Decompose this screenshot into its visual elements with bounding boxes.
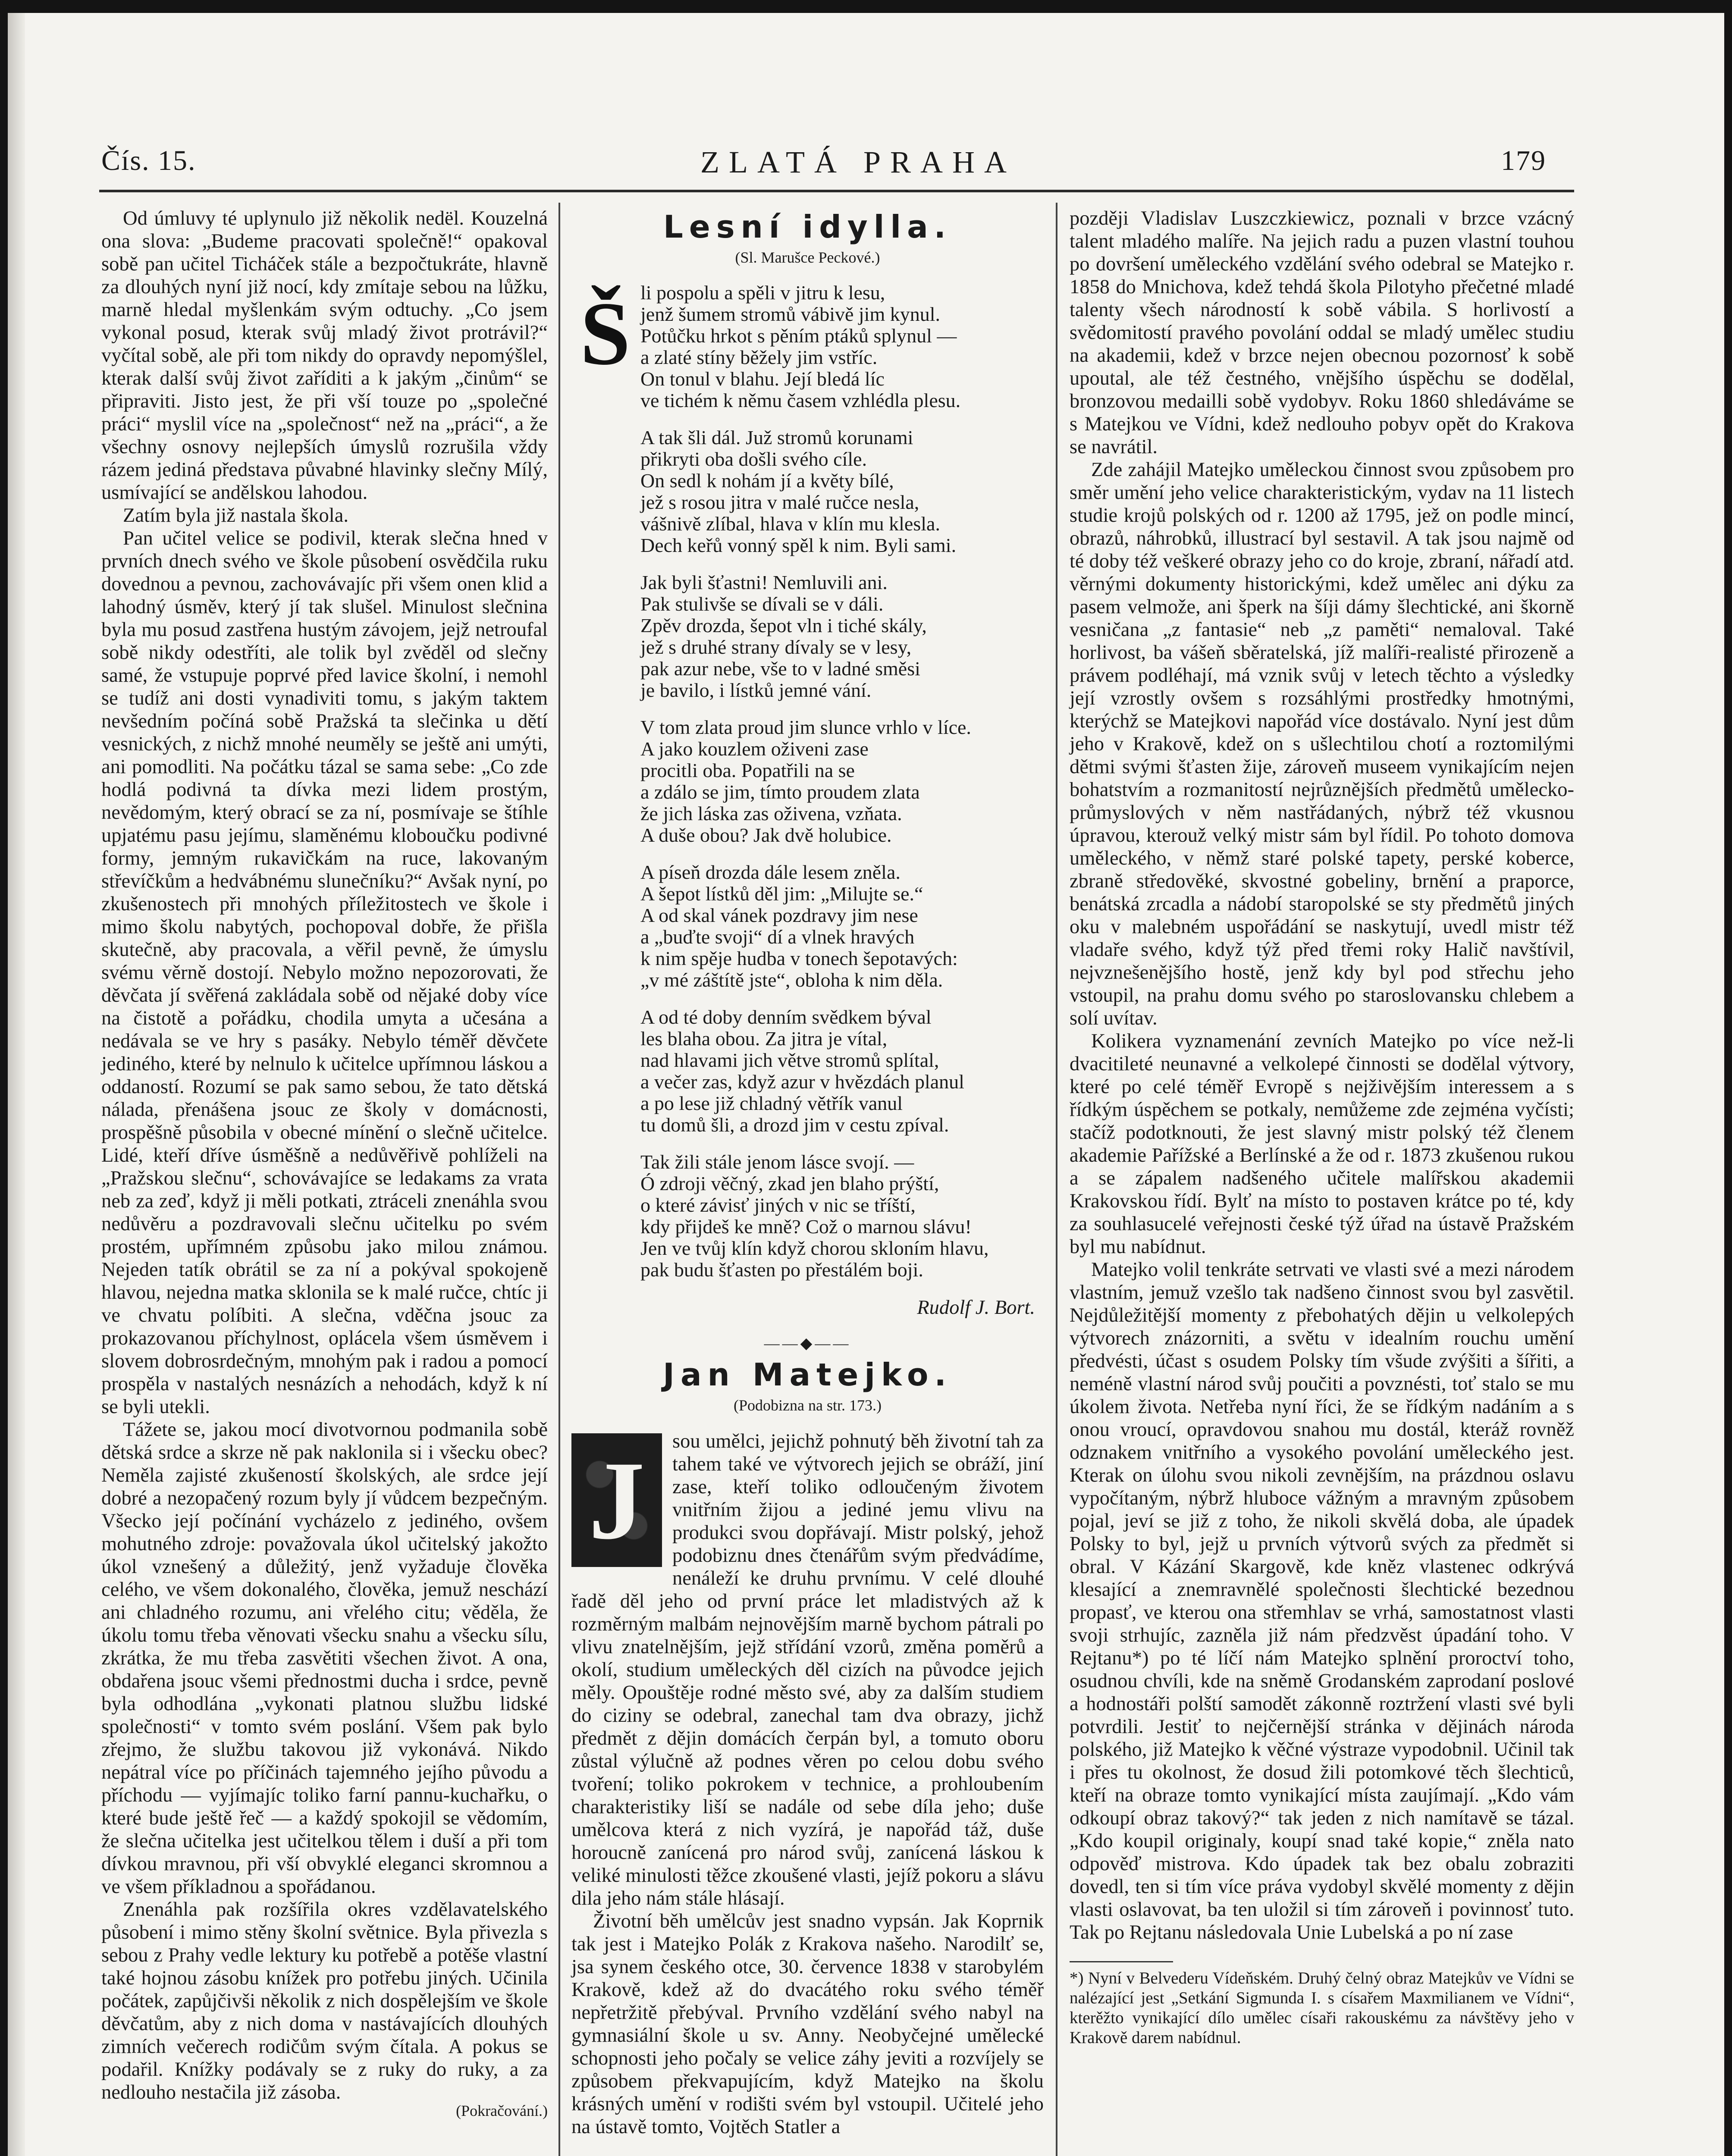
column-divider — [559, 203, 560, 2156]
poem-line: Tak žili stále jenom lásce svojí. — — [640, 1151, 914, 1173]
poem-line: A tak šli dál. Juž stromů korunami — [640, 426, 913, 448]
story-paragraph: Od úmluvy té uplynulo již několik nedël. Kouzelná ona slova: „Budeme pracovati společně!“ opakoval sobě pan učitel Ticháček stále a bezpočtukráte, hlavně za dlouhých nyní již nocí, kdy zmítaje sebou na lůžku, marně hledal myšlenkám svým odtuchy. „Co jsem vykonal posud, kterak svůj mladý život protrávil?“ vyčítal sobě, ale při tom nikdy do opravdy nepomýšlel, kterak další svůj život zaříditi a k jakým „činům“ se připraviti. Jisto jest, že při vší touze po „společné práci“ myslil více na „společnost“ než na „práci“, a že všechny osnovy nejlepších úmyslů rozrušila vždy rázem jediná představa půvabné hlavinky slečny Mílý, usmívající se andělskou lahodou. — [101, 207, 548, 504]
poem-line: Ó zdroji věčný, zkad jen blaho prýští, — [640, 1172, 939, 1194]
article-paragraph: Kolikera vyznamenání zevních Matejko po více než-li dvacitileté neunavné a velkolepé činnosti se dodělal výtvory, které po celé téměř Evropě s nejživějším interessem a s řídkým úspěchem se potkaly, nemůžeme zde zejména vyčísti; stačíž podotknouti, že jest slavný mistr polský též členem akademie Pařížské a Berlínské a že od r. 1873 zkušenou rukou a se zápalem nadšeného učitele malířskou akademii Krakovskou řídí. Bylť na místo to postaven krátce po té, kdy za souhlasucelé veřejnosti české týž úřad na ústavě Pražském byl mu nabídnut. — [1070, 1030, 1574, 1258]
poem-line: A od skal vánek pozdravy jim nese — [640, 904, 918, 926]
header-rule — [99, 190, 1574, 192]
poem-line: pak budu šťasten po přestálém boji. — [640, 1259, 923, 1281]
poem-line: je bavilo, i lístků jemné vání. — [640, 679, 872, 701]
poem-line: přikryti oba došli svého cíle. — [640, 448, 867, 470]
poem-line: o které závisť jiných v nic se tříští, — [640, 1194, 916, 1216]
article-paragraph: sou umělci, jejichž pohnutý běh životní tah za tahem také ve výtvorech jejich se obráží, jiní zase, kteří toliko odloučeným životem vnitřním žijou a jediné jemu vlivu na produkci svou dopřávají. Mistr polský, jehož podobiznu dnes čtenářům svým předvádíme, nenáleží ke druhu prvnímu. V celé dlouhé řadě děl jeho od první práce let mladistvých až k rozměrným malbám nejnovějším marně bychom pátrali po vlivu znatelnějším, jejž střídání vzorů, změna poměrů a okolí, studium uměleckých děl cizích na původce jejich měly. Opouštěje rodné město své, aby za dalším studiem do ciziny se odebral, zanechal tam dva obrazy, jichž předmět z dějin domácích čerpán byl, a tomuto oboru zůstal výlučně až podnes věren po celou dobu svého tvoření; toliko pokrokem v technice, a prohloubením charakteristiky liší se nadále od sebe díla jeho; duše umělcova která z nich vyzírá, je napořád táž, duše horoucně zanícená pro národ svůj, zanícená láskou k veliké minulosti těžce zkoušené vlasti, jejíž pokoru a slávu dila jeho nám stále hlásají. — [571, 1430, 1044, 1909]
poem-title: Lesní idylla. — [663, 209, 952, 245]
poem-stanza — [640, 572, 1044, 701]
poem-line: li pospolu a spěli v jitru k lesu, — [640, 282, 885, 304]
poem-line: A píseň drozda dále lesem zněla. — [640, 861, 901, 883]
poem-line: On sedl k nohám jí a květy bílé, — [640, 470, 894, 492]
poem-stanza — [640, 1006, 1044, 1136]
poem-stanza — [640, 717, 1044, 846]
poem-author: Rudolf J. Bort. — [917, 1297, 1035, 1319]
poem-line: a zdálo se jim, tímto proudem zlata — [640, 781, 920, 803]
poem-line: ve tichém k němu časem vzhlédla plesu. — [640, 389, 961, 411]
poem-line: Jen ve tvůj klín když chorou skloním hlavu, — [640, 1237, 989, 1259]
poem-line: kdy přijdeš ke mně? Což o marnou slávu! — [640, 1216, 972, 1238]
ornamental-initial: Š — [580, 284, 631, 384]
poem-stanza — [640, 282, 1044, 411]
poem-line: jež s druhé strany dívaly se v lesy, — [640, 636, 912, 658]
poem-stanza — [640, 1151, 1044, 1281]
footnote: *) Nyní v Belvederu Vídeňském. Druhý čelný obraz Matejkův ve Vídni se nalézající jest „Setkání Sigmunda I. s císařem Maxmilianem ve Vídni“, kterěžto vynikající dílo umělec císaři rakouskému za návštěvy jeho v Krakově darem nabídnul. — [1070, 1969, 1574, 2047]
poem-line: že jich láska zas oživena, vzňata. — [640, 802, 902, 824]
poem-line: A duše obou? Jak dvě holubice. — [640, 824, 892, 846]
poem-line: A od té doby denním svědkem býval — [640, 1006, 932, 1028]
masthead-title: ZLATÁ PRAHA — [700, 145, 1016, 179]
poem-line: k nim spěje hudba v tonech šepotavých: — [640, 947, 958, 969]
article-paragraph: později Vladislav Luszczkiewicz, poznali v brzce vzácný talent mladého malíře. Na jejich radu a puzen vlastní touhou po dovršení uměleckého vzdělání svého odebral se Matejko r. 1858 do Mnichova, kdež tehdá škola Pilotyho přečetné mladé talenty všech národností k sobě vábila. S horlivostí a svědomitostí pravého povolání oddal se mladý umělec studiu na akademii, kdež v brzce nejen obecnou pozornosť k sobě upoutal, ale též čestného, vnějšího úspěchu se dodělal, bronzovou medailli sobě vydobyv. Roku 1860 shledáváme se s Matejkou ve Vídni, kdež nedlouho pobyv opět do Krakova se navrátil. — [1070, 207, 1574, 458]
poem-line: V tom zlata proud jim slunce vrhlo v líce. — [640, 716, 971, 738]
poem-line: Jak byli šťastni! Nemluvili ani. — [640, 571, 888, 593]
poem-line: tu domů šli, a drozd jim v cestu zpíval. — [640, 1114, 949, 1136]
poem-line: a večer zas, když azur v hvězdách planul — [640, 1071, 964, 1093]
poem-line: A šepot lístků děl jim: „Milujte se.“ — [640, 883, 923, 905]
poem-stanza — [640, 862, 1044, 991]
poem-stanza — [640, 427, 1044, 556]
poem-line: Dech keřů vonný spěl k nim. Byli sami. — [640, 534, 957, 556]
poem-line: jež s rosou jitra v malé ručce nesla, — [640, 491, 919, 513]
article-subtitle: (Podobizna na str. 173.) — [734, 1397, 882, 1414]
article-paragraph: Matejko volil tenkráte setrvati ve vlasti své a mezi národem vlastním, jemuž vzešlo tak nadšeno činnost svou byl zasvětil. Nejdůležitější momenty z přebohatých dějin u velkolepých výtvorech znázorniti, a světu v idealním rouchu umění předvésti, účast s osudem Polsky tím všude zvýšiti a šířiti, a neméně vlastní národ svůj poučiti a povznésti, toť stalo se mu úkolem života. Netřeba nyní říci, že se řídkým nadáním a s onou vroucí, opravdovou snahou mu dostál, kteráž rovněž odznakem vnitřního a vysokého povolání uměleckého jest. Kterak on úlohu svou nikoli zevnějším, na prázdnou oslavu vypočítaným, nýbrž hluboce vážným a mravným způsobem pojal, jeví se již z toho, že nikoli skvělá doba, ale úpadek Polsky to byl, jejž u prvních výtvorů svých za předmět si obral. V Kázání Skargově, kde kněz vlastenec odkrývá klesající a znemravnělé společnosti šlechtické bezednou propasť, ve kterou ona střemhlav se vrhá, samostatnost vlasti svoji strhujíc, zazněla již nám předzvěst úpadání toho. V Rejtanu*) po té líčí nám Matejko splnění proroctví toho, osudnou chvíli, kde na sněmě Grodanském zaprodaní poslové a hodnostáři polští samodět zákonně roztržení vlasti své byli potvrdili. Jestiť to nejčernější stránka v dějinách národa polského, již Matejko k věčné výstraze vypodobnil. Učinil tak i přes tu okolnost, že dosud žili potomkové těch šlechticů, kteří na obraze tomto vynikající místa zaujímají. „Kdo vám odkoupí obraz takový?“ tak jeden z nich namítavě se tázal. „Kdo koupil originaly, koupí snad také kopie,“ zněla nato odpověď mistrova. Kdo úpadek tak bez obalu zobraziti dovedl, ten si tím více práva vydobyl skvělé momenty z dějin vlasti oslavovat, ba ten uložil si tím zároveň i povinnosť tuto. Tak po Rejtanu následovala Unie Lubelská a po ní zase — [1070, 1259, 1574, 1943]
poem-line: A jako kouzlem oživeni zase — [640, 738, 869, 760]
story-column — [101, 207, 548, 2156]
poem-line: a „buďte svoji“ dí a vlnek hravých — [640, 926, 915, 948]
footnote-rule — [1070, 1961, 1173, 1962]
poem-line: a zlaté stíny běžely jim vstříc. — [640, 346, 878, 368]
ornamental-initial: J — [571, 1433, 662, 1567]
poem-line: a po lese již chladný větřík vanul — [640, 1092, 903, 1114]
story-paragraph: Pan učitel velice se podivil, kterak slečna hned v prvních dnech svého ve škole působení osvědčila ruku dovednou a pevnou, zachovávajíc při všem onen klid a lahodný úsměv, který jí tak slušel. Minulost slečnina byla mu posud zastřena hustým závojem, jejž netroufal sobě nikdy odestříti, ale tolik byl zvěděl od slečny samé, že vstupuje poprvé před lavice školní, i nemohl se tudíž ani dosti vynadiviti tomu, s jakým taktem nevšedním počíná sobě Pražská ta slečinka u dětí vesnických, z nichž mnohé neuměly se ještě ani umýti, ani pomodliti. Na počátku tázal se sama sebe: „Co zde hodlá podivná ta dívka mezi lidem prostým, nevědomým, který obrací se za ní, posmívaje se štíhle upjatému pasu jejímu, slaměnému kloboučku podivné formy, jemným rukavičkám na ruce, lakovaným střevíčkům a hedvábnému slunečníku?“ Avšak nyní, po zkušenostech při mnohých příležitostech ve škole i mimo školu nabytých, pochopoval dobře, že přišla skutečně, aby pracovala, a věřil pevně, že úmyslu svému věrně dostojí. Nebylo možno nepozorovati, že děvčata jí svěřená zakládala sobě od nějaké doby více na čistotě a pořádku, chodila umyta a učesána a nedávala se ve hry s pasáky. Nebylo téměř děvčete jediného, které by nelnulo k učitelce upřímnou láskou a oddaností. Rozumí se pak samo sebou, že tato dětská nálada, přenášena jsouc ze školy v domácnosti, prospěšně působila v obecné mínění o slečně učitelce. Lidé, kteří dříve úsměšně a nedůvěřivě pohlíželi na „Pražskou slečnu“, schovávajíce se ledakams za vrata neb za zeď, když ji měli potkati, ztráceli znenáhla svou nedůvěru a pozdravovali slečnu učitelku po svém prostém, upřímném způsobu jako milou známou. Nejeden tatík obrátil se za ní a pokýval spokojeně hlavou, nejedna matka sklonila se k malé ručce, chtíc ji ve chvatu políbiti. A slečna, vděčna jsouc za prokazovanou příchylnost, oplácela všem úsměvem i slovem dobrosrdečným, mnohým pak i radou a pomocí prospěla v nastalých nesnázích a nehodách, když k ní se byli utekli. — [101, 527, 548, 1418]
poem-line: Pak stulivše se dívali se v dáli. — [640, 593, 884, 615]
poem-line: les blaha obou. Za jitra je vítal, — [640, 1028, 888, 1050]
poem-line: procitli oba. Popatřili na se — [640, 759, 855, 781]
story-paragraph: Znenáhla pak rozšířila okres vzdělavatelského působení i mimo stěny školní světnice. Byla přivezla s sebou z Prahy vedle lektury ku potřebě a potěše vlastní také hojnou zásobu knížek pro potřebu jiných. Učinila počátek, zapůjčivši několik z nich dospělejším ve škole děvčatům, aby z nich doma v nastávajících dlouhých zimních večerech rodičům svým čítala. A pokus se podařil. Knížky podávaly se z ruky do ruky, a za nedlouho nestačila již zásoba. — [101, 1899, 548, 2103]
poem-body — [580, 282, 1044, 1281]
poem-line: On tonul v blahu. Její bledá líc — [640, 368, 885, 390]
article-title: Jan Matejko. — [663, 1357, 952, 1393]
section-ornament: ——◆—— — [764, 1335, 851, 1352]
page-fold-shadow — [8, 13, 25, 2156]
middle-column — [571, 207, 1044, 2156]
column-divider — [1056, 203, 1057, 2156]
poem-line: pak azur nebe, vše to v ladné směsi — [640, 658, 920, 680]
story-paragraph: Tážete se, jakou mocí divotvornou podmanila sobě dětská srdce a skrze ně pak naklonila si i všecku obec? Neměla zajisté zkušeností školských, ale srdce její dobré a nezopačený rozum byly jí vůdcem bezpečným. Všecko její počínání vycházelo z jediného, ovšem mohutného zdroje: považovala úkol učitelský jakožto úkol vznešený a důležitý, jenž vyžaduje člověka celého, ve všem dokonalého, člověka, jemuž neschází ani chladného rozumu, ani vřelého citu; věděla, že úkolu tomu třeba věnovati všecku snahu a všecku sílu, zkrátka, že mu třeba zasvětiti všechen život. A ona, obdařena jsouc všemi přednostmi ducha i srdce, pevně byla odhodlána „vykonati platnou službu lidské společnosti“ v tomto svém poslání. Všem pak bylo zřejmo, že službu takovou již vykonává. Nikdo nepátral více po příčinách tajemného jejího původu a příchodu — vyjímajíc toliko farní pannu-kuchařku, o které bude ještě řeč — a každý spokojil se vědomím, že slečna učitelka jest učitelkou tělem i duší a při tom dívkou mravnou, při vší obvyklé eleganci skromnou a ve všem příkladnou a spořádanou. — [101, 1419, 548, 1898]
article-paragraph: Zde zahájil Matejko uměleckou činnost svou způsobem pro směr umění jeho velice charakteristickým, vydav na 11 listech studie krojů polských od r. 1200 až 1795, jež on podle mincí, obrazů, náhrobků, illustrací byl sestavil. A tak jsou najmě od té doby též veškeré obrazy jeho co do kroje, zbraní, nářadí atd. věrnými dokumenty historickými, kdež umělec ani dýku za pasem velmože, ani šperk na šíji dámy šlechtické, ani škorně vesničana „z fantasie“ neb „z paměti“ nemaloval. Také horlivost, ba vášeň sběratelská, jíž malíři-realisté přirozeně a právem podléhají, má vznik svůj v letech těchto a výsledky její vzrostly ovšem s rozsáhlými prostředky hmotnými, kterýchž se Matejkovi napořád více dostávalo. Nyní jest dům jeho v Krakově, kdež on s ušlechtilou chotí a roztomilými dětmi svými šťasten žije, zároveň museem vynikajícím nejen bohatstvím a rozmanitostí nejrůznějších předmětů umělecko-průmyslových v něm nastřádaných, nýbrž též vkusnou úpravou, kterouž velký mistr sám byl řídil. Po tohoto domova uměleckého, v němž staré polské tapety, perské koberce, zbraně středověké, skvostné gobeliny, brnění a praporce, benátská zrcadla a nádobí staropolské se sty předmětů jiných oku v malebném uspořádání se naskytují, uvedl mistr též vladaře svého, když týž před třemi roky Halič navštívil, nejvznešenějšího hostě, jenž kdy byl pod střechu jeho vstoupil, na prahu domu svého po staroslovansku chlebem a solí uvítav. — [1070, 459, 1574, 1029]
poem-line: Potůčku hrkot s pěním ptáků splynul — — [640, 325, 957, 347]
poem-line: nad hlavami jich větve stromů splítal, — [640, 1049, 939, 1071]
continued-note: (Pokračování.) — [456, 2102, 548, 2119]
issue-number: Čís. 15. — [101, 145, 196, 176]
poem-line: vášnivě zlíbal, hlava v klín mu klesla. — [640, 513, 940, 535]
poem-dedication: (Sl. Marušce Peckové.) — [735, 249, 880, 266]
article-paragraph: Životní běh umělcův jest snadno vypsán. Jak Koprnik tak jest i Matejko Polák z Krakova našeho. Narodilť se, jsa synem českého otce, 30. července 1838 v starobylém Krakově, kdež až do dvacátého roku svého téměř nepřetržitě přebýval. Prvního vzdělání svého nabyl na gymnasiální škole u sv. Anny. Neobyčejné umělecké schopnosti jeho počaly se velice záhy jeviti a rozvíjely se způsobem překvapujícím, když Matejko na školu krásných umění v rodišti svém byl vstoupil. Učitelé jeho na ústavě tomto, Vojtěch Statler a — [571, 1910, 1044, 2138]
poem-line: Zpěv drozda, šepot vln i tiché skály, — [640, 614, 927, 636]
article-column — [1070, 207, 1574, 2156]
poem-line: „v mé záštítě jste“, obloha k nim děla. — [640, 969, 943, 991]
poem-line: jenž šumem stromů vábivě jim kynul. — [640, 303, 941, 325]
story-paragraph: Zatím byla již nastala škola. — [123, 505, 348, 526]
page-number: 179 — [1501, 145, 1546, 176]
